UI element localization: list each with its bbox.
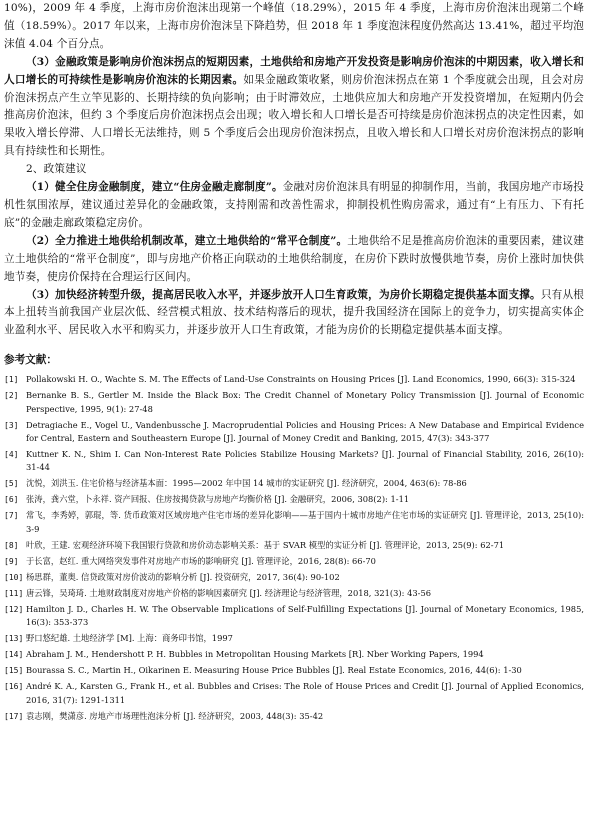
policy-3-lead: （3）加快经济转型升级，提高居民收入水平，并逐步放开人口生育政策，为房价长期稳定提供基本面支撑。 [26, 288, 541, 301]
reference-item [4, 448, 584, 475]
reference-number: [2] [4, 391, 19, 401]
reference-item [4, 373, 584, 386]
reference-item [4, 603, 584, 630]
reference-item [4, 493, 584, 506]
policy-paragraph-1 [4, 179, 584, 233]
reference-number: [16] [4, 682, 24, 692]
reference-number: [17] [4, 711, 24, 721]
reference-text: 沈悦，刘洪玉. 住宅价格与经济基本面：1995—2002 年中国 14 城市的实证研究 [J]. 经济研究，2004, 463(6): 78-86 [26, 478, 467, 489]
reference-text: 于长富，赵红. 重大网络突发事件对房地产市场的影响研究 [J]. 管理评论，2016, 28(8): 66-70 [26, 555, 376, 566]
policy-1-lead: （1）健全住房金融制度，建立“住房金融走廊制度”。 [26, 181, 283, 194]
conclusion-paragraph-3 [4, 54, 584, 161]
body-text [4, 0, 584, 340]
reference-item [4, 648, 584, 661]
reference-number: [8] [4, 540, 19, 550]
section-heading: 2、政策建议 [26, 163, 87, 176]
reference-number: [11] [4, 588, 24, 598]
reference-item [4, 710, 584, 723]
conclusion-3-lead: （3）金融政策是影响房价泡沫拐点的短期因素，土地供给和房地产开发投资是影响房价泡沫的中期因素，收入增长和人口增长的可持续性是影响房价泡沫的长期因素。 [4, 55, 584, 86]
reference-item [4, 587, 584, 600]
reference-text: 张涛，龚六堂，卜永祥. 资产回报、住房按揭贷款与房地产均衡价格 [J]. 金融研究，2006, 308(2): 1-11 [26, 494, 410, 505]
reference-number: [14] [4, 650, 24, 660]
reference-text: 常飞，李秀婷，郭琨，等. 货币政策对区域房地产住宅市场的差异化影响——基于国内十城市房地产住宅市场的实证研究 [J]. 管理评论，2013, 25(10): 3-9 [26, 510, 584, 534]
reference-text: 野口悠纪雄. 土地经济学 [M]. 上海：商务印书馆，1997 [26, 633, 233, 644]
reference-item [4, 555, 584, 568]
reference-text: 杨思群，董奥. 信贷政策对房价波动的影响分析 [J]. 投资研究，2017, 36(4): 90-102 [26, 571, 340, 582]
reference-text: André K. A., Karsten G., Frank H., et al. Bubbles and Crises: The Role of House Prices and Credit [J]. Journal of Applied Economics, 2016, 31(7): 1291-1311 [26, 681, 584, 705]
reference-item [4, 539, 584, 552]
policy-2-lead: （2）全力推进土地供给机制改革，建立土地供给的“常平仓制度”。 [26, 234, 348, 247]
reference-number: [15] [4, 666, 24, 676]
reference-text: Detragiache E., Vogel U., Vandenbussche J. Macroprudential Policies and Housing Prices: A New Database and Empirical Evidence for Central, Eastern and Southeastern Europe [J]. Journal of Money Credit and Banking, 2015, 47(3): 343-377 [26, 419, 584, 444]
reference-list [4, 373, 584, 723]
conclusion-3-body: 如果金融政策收紧，则房价泡沫拐点在第 1 个季度就会出现，且会对房价泡沫拐点产生立竿见影的、长期持续的负向影响；由于时滞效应，土地供应加大和房地产开发投资增加，在短期内仍会推高房价泡沫，但约 3 个季度后房价泡沫拐点会出现；收入增长和人口增长是否可持续是房价泡沫拐点的决定性因素，如果收入增长停滞、人口增长无法维持，则 5 个季度后会出现房价泡沫拐点，且收入增长和人口增长对房价泡沫拐点的影响具有持续性和长期性。 [4, 73, 584, 158]
reference-item [4, 509, 584, 536]
reference-text: 袁志刚，樊潇彦. 房地产市场理性泡沫分析 [J]. 经济研究，2003, 448(3): 35-42 [26, 710, 324, 721]
reference-item [4, 680, 584, 707]
reference-text: Pollakowski H. O., Wachte S. M. The Effects of Land-Use Constraints on Housing Prices [J]. Land Economics, 1990, 66(3): 315-324 [26, 374, 576, 385]
reference-number: [7] [4, 511, 19, 521]
reference-number: [13] [4, 634, 24, 644]
reference-number: [1] [4, 375, 19, 385]
policy-paragraph-2 [4, 233, 584, 287]
policy-2-body: 土地供给不足是推高房价泡沫的重要因素，建议建立土地供给的“常平仓制度”，即与房地产价格正向联动的土地供给制度，在房价下跌时放慢供地节奏，房价上涨时加快供地节奏，使房价保持在合理运行区间内。 [4, 234, 584, 283]
reference-number: [6] [4, 495, 19, 505]
reference-text: Abraham J. M., Hendershott P. H. Bubbles in Metropolitan Housing Markets [R]. Nber Working Papers, 1994 [26, 649, 484, 660]
reference-item [4, 419, 584, 446]
reference-number: [3] [4, 420, 19, 430]
reference-item [4, 571, 584, 584]
reference-text: Kuttner K. N., Shim I. Can Non-Interest Rate Policies Stabilize Housing Markets? [J]. Journal of Financial Stability, 2016, 26(10): 31-44 [26, 449, 584, 473]
reference-number: [12] [4, 604, 24, 614]
policy-1-body: 金融对房价泡沫具有明显的抑制作用，当前，我国房地产市场投机性氛围浓厚，建议通过差异化的金融政策，支持刚需和改善性需求，抑制投机性购房需求，通过有“上有压力、下有托底”的金融走廊政策稳定房价。 [4, 181, 585, 229]
reference-item [4, 632, 584, 645]
reference-text: 叶欣，王建. 宏观经济环境下我国银行贷款和房价动态影响关系：基于 SVAR 模型的实证分析 [J]. 管理评论，2013, 25(9): 62-71 [26, 539, 505, 550]
policy-paragraph-3 [4, 287, 584, 341]
reference-number: [4] [4, 450, 19, 460]
reference-item [4, 477, 584, 490]
reference-item [4, 664, 584, 677]
policy-3-body: 只有从根本上扭转当前我国产业层次低、经营模式粗放、技术结构落后的现状，提升我国经济在国际上的竞争力，切实提高实体企业盈利水平、居民收入水平和购买力，并逐步放开人口生育政策，才能为房价的长期稳定提供基本面支撑。 [4, 288, 584, 337]
reference-number: [5] [4, 479, 19, 489]
intro-paragraph: 10%)，2009 年 4 季度，上海市房价泡沫出现第一个峰值（18.29%），2015 年 4 季度，上海市房价泡沫出现第二个峰值（18.59%）。2017 年以来，上海市房价泡沫呈下降趋势，但 2018 年 1 季度泡沫程度仍然高达 13.41%，超过平均泡沫值 4.04 个百分点。 [4, 2, 584, 50]
reference-item [4, 389, 584, 416]
reference-text: Hamilton J. D., Charles H. W. The Observable Implications of Self-Fulfilling Expectations [J]. Journal of Monetary Economics, 1985, 16(3): 353-373 [26, 603, 584, 628]
reference-number: [10] [4, 572, 24, 582]
reference-text: Bernanke B. S., Gertler M. Inside the Black Box: The Credit Channel of Monetary Policy Transmission [J]. Journal of Economic Perspective, 1995, 9(1): 27-48 [26, 390, 584, 414]
reference-text: 唐云锋，吴琦琦. 土地财政制度对房地产价格的影响因素研究 [J]. 经济理论与经济管理，2018, 321(3): 43-56 [26, 587, 432, 598]
references-title: 参考文献： [4, 354, 57, 367]
reference-number: [9] [4, 556, 19, 566]
reference-text: Bourassa S. C., Martin H., Oikarinen E. Measuring House Price Bubbles [J]. Real Estate Economics, 2016, 44(6): 1-30 [26, 665, 522, 676]
